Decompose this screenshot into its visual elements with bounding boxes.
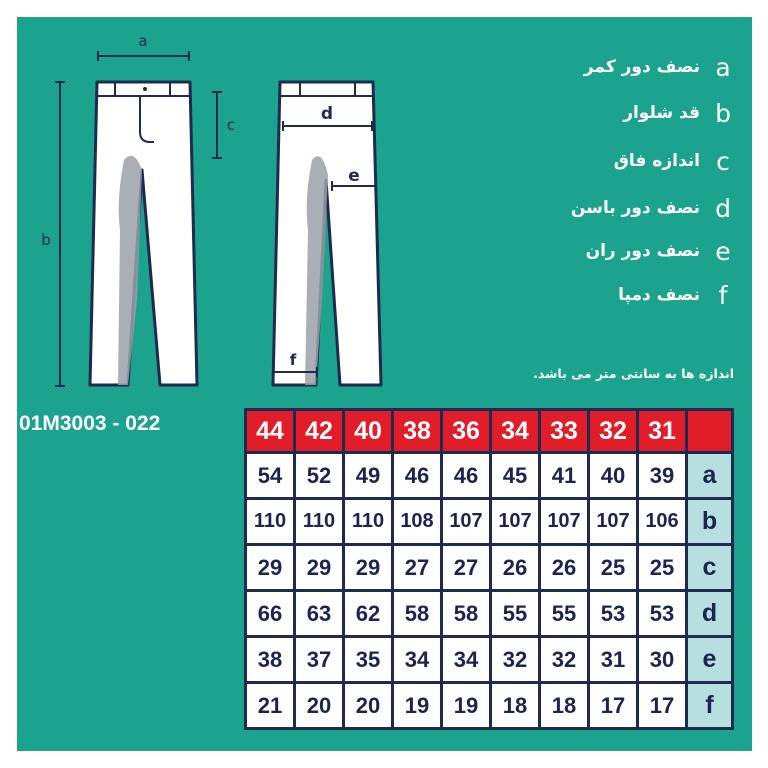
trousers-front-illustration — [90, 82, 197, 385]
legend-letter: d — [715, 193, 731, 223]
dimension-c-label: c — [226, 116, 236, 134]
dimension-d-label: d — [320, 104, 334, 124]
table-row — [247, 546, 731, 589]
table-cell: 110 — [345, 500, 391, 543]
table-cell: 107 — [541, 500, 587, 543]
table-cell: 40 — [590, 454, 636, 497]
table-row — [247, 684, 731, 727]
size-header-cell: 38 — [394, 411, 440, 451]
row-key-cell: a — [688, 454, 731, 497]
legend-item-c — [614, 146, 736, 176]
row-key-cell: c — [688, 546, 731, 589]
table-cell: 37 — [296, 638, 342, 681]
table-cell: 29 — [247, 546, 293, 589]
size-header-cell: 36 — [443, 411, 489, 451]
dimension-c — [212, 92, 235, 158]
table-cell: 35 — [345, 638, 391, 681]
legend-label: نصف دمپا — [618, 285, 700, 305]
table-cell: 62 — [345, 592, 391, 635]
table-cell: 21 — [247, 684, 293, 727]
table-cell: 49 — [345, 454, 391, 497]
table-cell: 25 — [639, 546, 685, 589]
table-cell: 58 — [443, 592, 489, 635]
row-key-cell: b — [688, 500, 731, 543]
table-cell: 34 — [443, 638, 489, 681]
table-cell: 66 — [247, 592, 293, 635]
table-row — [247, 592, 731, 635]
table-cell: 31 — [590, 638, 636, 681]
legend-item-d — [571, 193, 736, 223]
legend-item-a — [584, 52, 736, 82]
units-note: اندازه ها به سانتی متر می باشد. — [533, 366, 734, 381]
table-cell: 107 — [492, 500, 538, 543]
table-cell: 18 — [541, 684, 587, 727]
table-cell: 19 — [394, 684, 440, 727]
row-key-cell: e — [688, 638, 731, 681]
table-cell: 54 — [247, 454, 293, 497]
table-cell: 34 — [394, 638, 440, 681]
legend-letter: b — [715, 98, 731, 128]
table-cell: 32 — [492, 638, 538, 681]
dimension-a-label: a — [138, 32, 148, 50]
table-cell: 52 — [296, 454, 342, 497]
size-header-cell: 34 — [492, 411, 538, 451]
table-cell: 26 — [492, 546, 538, 589]
legend-item-b — [623, 98, 736, 128]
table-cell: 107 — [590, 500, 636, 543]
legend-letter: a — [715, 52, 731, 82]
dimension-b-label: b — [41, 231, 51, 249]
table-cell: 63 — [296, 592, 342, 635]
dimension-f-label: f — [289, 351, 297, 369]
table-cell: 110 — [247, 500, 293, 543]
table-cell: 20 — [296, 684, 342, 727]
header-corner-cell — [688, 411, 731, 451]
size-header-cell: 44 — [247, 411, 293, 451]
table-cell: 53 — [590, 592, 636, 635]
legend-label: نصف دور باسن — [570, 198, 700, 218]
table-cell: 29 — [345, 546, 391, 589]
table-cell: 107 — [443, 500, 489, 543]
table-cell: 39 — [639, 454, 685, 497]
table-cell: 108 — [394, 500, 440, 543]
table-cell: 38 — [247, 638, 293, 681]
legend-label: اندازه فاق — [613, 151, 700, 171]
trousers-back-illustration — [273, 82, 381, 385]
table-cell: 55 — [492, 592, 538, 635]
table-cell: 53 — [639, 592, 685, 635]
legend-letter: e — [715, 236, 731, 266]
table-cell: 45 — [492, 454, 538, 497]
dimension-b — [41, 82, 65, 386]
table-cell: 25 — [590, 546, 636, 589]
table-header-row — [247, 411, 731, 451]
legend-letter: f — [718, 280, 728, 310]
row-key-cell: f — [688, 684, 731, 727]
table-cell: 58 — [394, 592, 440, 635]
model-code: 01M3003 - 022 — [19, 412, 161, 435]
legend-label: قد شلوار — [623, 103, 700, 123]
table-cell: 17 — [639, 684, 685, 727]
table-row — [247, 638, 731, 681]
table-cell: 110 — [296, 500, 342, 543]
table-cell: 29 — [296, 546, 342, 589]
size-header-cell: 31 — [639, 411, 685, 451]
table-cell: 55 — [541, 592, 587, 635]
table-cell: 46 — [394, 454, 440, 497]
legend-item-e — [586, 236, 736, 266]
table-row — [247, 454, 731, 497]
table-cell: 26 — [541, 546, 587, 589]
table-cell: 20 — [345, 684, 391, 727]
table-cell: 30 — [639, 638, 685, 681]
legend-label: نصف دور ران — [585, 241, 700, 261]
size-header-cell: 40 — [345, 411, 391, 451]
table-cell: 27 — [443, 546, 489, 589]
table-cell: 106 — [639, 500, 685, 543]
size-header-cell: 33 — [541, 411, 587, 451]
legend-label: نصف دور کمر — [583, 57, 700, 77]
legend-item-f — [618, 280, 736, 310]
dimension-a — [98, 32, 189, 61]
size-table — [244, 408, 734, 730]
table-cell: 32 — [541, 638, 587, 681]
table-cell: 17 — [590, 684, 636, 727]
table-cell: 41 — [541, 454, 587, 497]
dimension-e-label: e — [348, 166, 360, 186]
table-cell: 19 — [443, 684, 489, 727]
row-key-cell: d — [688, 592, 731, 635]
table-cell: 27 — [394, 546, 440, 589]
table-row — [247, 500, 731, 543]
legend-letter: c — [716, 146, 730, 176]
table-cell: 18 — [492, 684, 538, 727]
size-header-cell: 42 — [296, 411, 342, 451]
table-cell: 46 — [443, 454, 489, 497]
size-header-cell: 32 — [590, 411, 636, 451]
